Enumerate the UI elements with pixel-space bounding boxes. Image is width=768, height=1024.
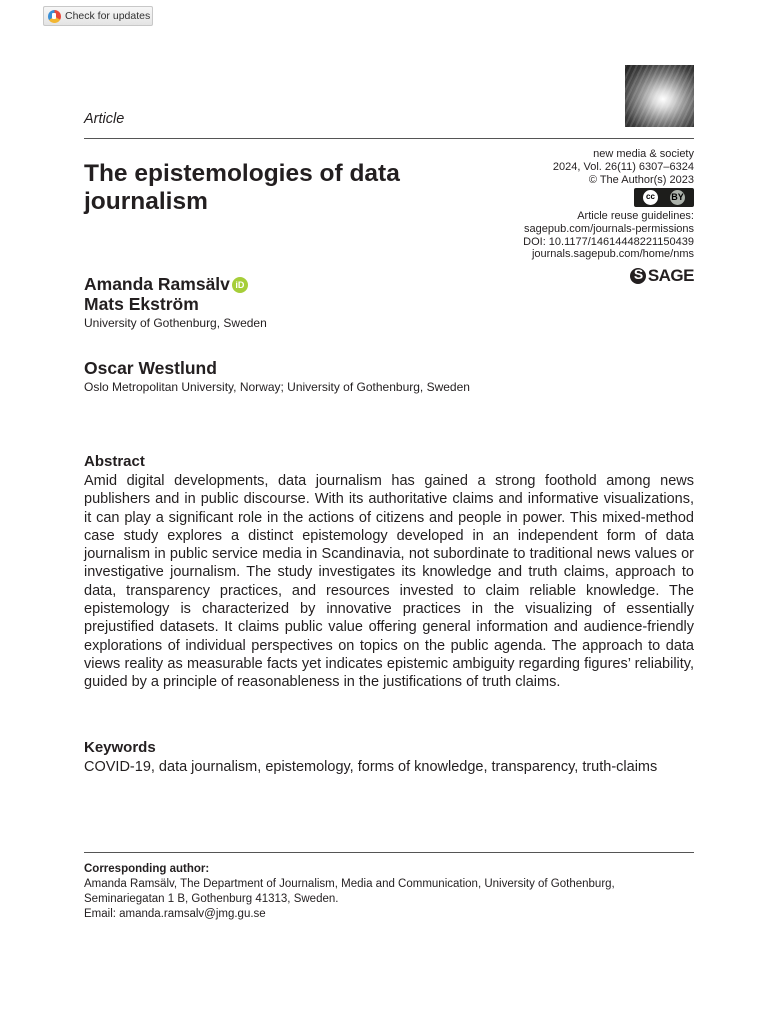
journal-cover-image: [625, 65, 694, 127]
sage-logo-icon: [630, 268, 646, 284]
author-name: Oscar Westlund: [84, 358, 217, 378]
author-affiliation: University of Gothenburg, Sweden: [84, 316, 267, 330]
journal-url: journals.sagepub.com/home/nms: [531, 248, 694, 261]
keywords-heading: Keywords: [84, 739, 156, 756]
corresponding-address-line: Seminariegatan 1 B, Gothenburg 41313, Sweden.: [84, 893, 339, 905]
corresponding-email[interactable]: Email: amanda.ramsalv@jmg.gu.se: [84, 908, 266, 920]
sage-logo: [630, 266, 694, 286]
sage-wordmark: SAGE: [647, 266, 694, 285]
by-icon: BY: [670, 190, 685, 205]
author-name-text: Amanda Ramsälv: [84, 274, 230, 294]
orcid-icon[interactable]: iD: [232, 277, 248, 293]
volume-line: 2024, Vol. 26(11) 6307–6324: [552, 160, 694, 173]
cc-icon: cc: [643, 190, 658, 205]
check-for-updates-button[interactable]: [43, 6, 153, 26]
check-for-updates-label: Check for updates: [65, 10, 151, 22]
abstract-text: Amid digital developments, data journalism has gained a strong foothold among news publishers and in public discourse. With its authoritative claims and informative visualizations, it can play a significant role in the actions of citizens and people in power. This mixed-method case study explores a distinct epistemology developed in an independent form of data journalism in public service media in Scandinavia, not subordinate to traditional news values or investigative journalism. The study investigates its knowledge and truth claims, approach to data, transparency practices, and resources invested to claim reliable knowledge. The epistemology is characterized by innovative practices in the visualizing of essentially prejustified datasets. It claims public value offering general information and audience-friendly explorations of individual perspectives on topics on the public agenda. The approach to data views reality as measurable facts yet indicates epistemic ambiguity regarding figures’ reliability, guided by a principle of reasonableness in the justifications of truth claims.: [84, 473, 694, 691]
keywords-text: COVID-19, data journalism, epistemology, forms of knowledge, transparency, truth-claims: [84, 759, 658, 775]
journal-name: new media & society: [593, 148, 694, 160]
crossmark-icon: [48, 10, 61, 23]
header-divider: [84, 138, 694, 139]
article-type-label: Article: [84, 111, 125, 127]
author-name: [84, 274, 248, 295]
article-title: The epistemologies of data journalism: [84, 160, 400, 215]
abstract-heading: Abstract: [84, 453, 145, 470]
author-name: Mats Ekström: [84, 294, 199, 314]
corresponding-address-line: Amanda Ramsälv, The Department of Journalism, Media and Communication, University of Gothenburg,: [84, 878, 615, 890]
footnote-divider: [84, 852, 694, 853]
journal-meta: [523, 148, 694, 261]
doi: DOI: 10.1177/14614448221150439: [523, 235, 694, 248]
copyright-line: © The Author(s) 2023: [588, 173, 694, 186]
reuse-url: sagepub.com/journals-permissions: [524, 222, 694, 235]
corresponding-author-heading: Corresponding author:: [84, 863, 210, 875]
corresponding-author: [84, 862, 694, 922]
reuse-heading: Article reuse guidelines:: [577, 209, 694, 222]
cc-by-license-icon: [634, 188, 694, 207]
author-affiliation: Oslo Metropolitan University, Norway; University of Gothenburg, Sweden: [84, 380, 470, 394]
